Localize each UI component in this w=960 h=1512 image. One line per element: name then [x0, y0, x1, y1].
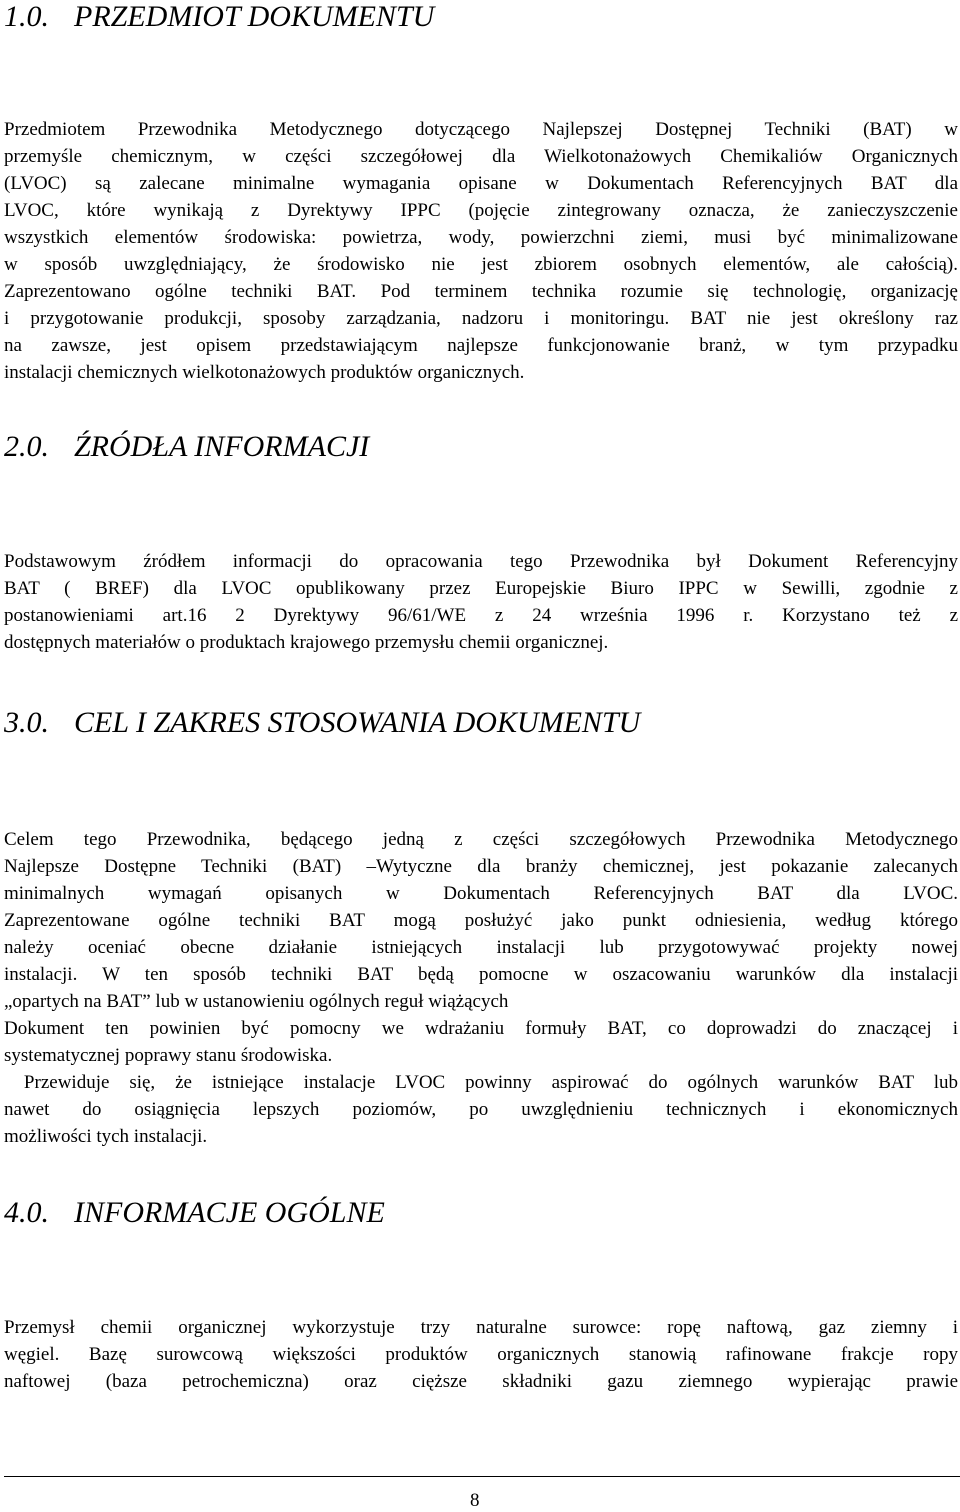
paragraph-line: naftowej (baza petrochemiczna) oraz cięższe składniki gazu ziemnego wypierając prawie: [4, 1371, 958, 1392]
paragraph-line: instalacji chemicznych wielkotonażowych produktów organicznych.: [4, 362, 525, 383]
paragraph-line: Przewiduje się, że istniejące instalacje LVOC powinny aspirować do ogólnych warunków BAT lub: [4, 1072, 958, 1093]
section-4-number: 4.0.: [4, 1196, 49, 1229]
section-4-heading: [4, 1196, 385, 1230]
section-1-number: 1.0.: [4, 0, 49, 33]
paragraph-line: Zaprezentowane ogólne techniki BAT mogą posłużyć jako punkt odniesienia, według którego: [4, 910, 958, 931]
paragraph-line: Dokument ten powinien być pomocny we wdrażaniu formuły BAT, co doprowadzi do znaczącej i: [4, 1018, 958, 1039]
paragraph-line: systematycznej poprawy stanu środowiska.: [4, 1045, 333, 1066]
paragraph-line: Przemysł chemii organicznej wykorzystuje trzy naturalne surowce: ropę naftową, gaz ziemny i: [4, 1317, 958, 1338]
paragraph-line: „opartych na BAT” lub w ustanowieniu ogólnych reguł wiążących: [4, 991, 509, 1012]
paragraph-line: Przedmiotem Przewodnika Metodycznego dotyczącego Najlepszej Dostępnej Techniki (BAT) w: [4, 119, 958, 140]
paragraph-line: i przygotowanie produkcji, sposoby zarządzania, nadzoru i monitoringu. BAT nie jest określony raz: [4, 308, 958, 329]
paragraph-line: LVOC, które wynikają z Dyrektywy IPPC (pojęcie zintegrowany oznacza, że zanieczyszczenie: [4, 200, 958, 221]
section-2-paragraph: [4, 548, 958, 656]
paragraph-line: możliwości tych instalacji.: [4, 1126, 208, 1147]
section-2-heading: [4, 430, 369, 464]
paragraph-line: Celem tego Przewodnika, będącego jedną z części szczegółowych Przewodnika Metodycznego: [4, 829, 958, 850]
section-3-number: 3.0.: [4, 706, 49, 739]
paragraph-line: należy oceniać obecne działanie istniejących instalacji lub przygotowywać projekty nowej: [4, 937, 958, 958]
section-3-title: CEL I ZAKRES STOSOWANIA DOKUMENTU: [74, 706, 641, 739]
section-4-title: INFORMACJE OGÓLNE: [74, 1196, 385, 1229]
footer-divider: [4, 1476, 960, 1477]
section-1-heading: [4, 0, 434, 34]
paragraph-line: instalacji. W ten sposób techniki BAT będą pomocne w oszacowaniu warunków dla instalacji: [4, 964, 958, 985]
paragraph-line: dostępnych materiałów o produktach krajowego przemysłu chemii organicznej.: [4, 632, 609, 653]
paragraph-line: przemyśle chemicznym, w części szczegółowej dla Wielkotonażowych Chemikaliów Organicznych: [4, 146, 958, 167]
paragraph-line: Zaprezentowano ogólne techniki BAT. Pod terminem technika rozumie się technologię, organizację: [4, 281, 958, 302]
paragraph-line: w sposób uwzględniający, że środowisko nie jest zbiorem osobnych elementów, ale całością).: [4, 254, 958, 275]
section-2-number: 2.0.: [4, 430, 49, 463]
paragraph-line: minimalnych wymagań opisanych w Dokumentach Referencyjnych BAT dla LVOC.: [4, 883, 958, 904]
paragraph-line: Najlepsze Dostępne Techniki (BAT) –Wytyczne dla branży chemicznej, jest pokazanie zalecanych: [4, 856, 958, 877]
section-3-heading: [4, 706, 640, 740]
paragraph-line: węgiel. Bazę surowcową większości produktów organicznych stanowią rafinowane frakcje ropy: [4, 1344, 958, 1365]
section-3-paragraph: [4, 826, 958, 1150]
section-1-title: PRZEDMIOT DOKUMENTU: [74, 0, 435, 33]
paragraph-line: wszystkich elementów środowiska: powietrza, wody, powierzchni ziemi, musi być minimalizowane: [4, 227, 958, 248]
paragraph-line: na zawsze, jest opisem przedstawiającym najlepsze funkcjonowanie branż, w tym przypadku: [4, 335, 958, 356]
paragraph-line: BAT ( BREF) dla LVOC opublikowany przez Europejskie Biuro IPPC w Sewilli, zgodnie z: [4, 578, 958, 599]
paragraph-line: (LVOC) są zalecane minimalne wymagania opisane w Dokumentach Referencyjnych BAT dla: [4, 173, 958, 194]
section-1-paragraph: [4, 116, 958, 386]
paragraph-line: postanowieniami art.16 2 Dyrektywy 96/61/WE z 24 września 1996 r. Korzystano też z: [4, 605, 958, 626]
section-4-paragraph: [4, 1314, 958, 1395]
page-number: 8: [470, 1490, 480, 1511]
paragraph-line: nawet do osiągnięcia lepszych poziomów, po uwzględnieniu technicznych i ekonomicznych: [4, 1099, 958, 1120]
paragraph-line: Podstawowym źródłem informacji do opracowania tego Przewodnika był Dokument Referencyjny: [4, 551, 958, 572]
section-2-title: ŹRÓDŁA INFORMACJI: [74, 430, 370, 463]
